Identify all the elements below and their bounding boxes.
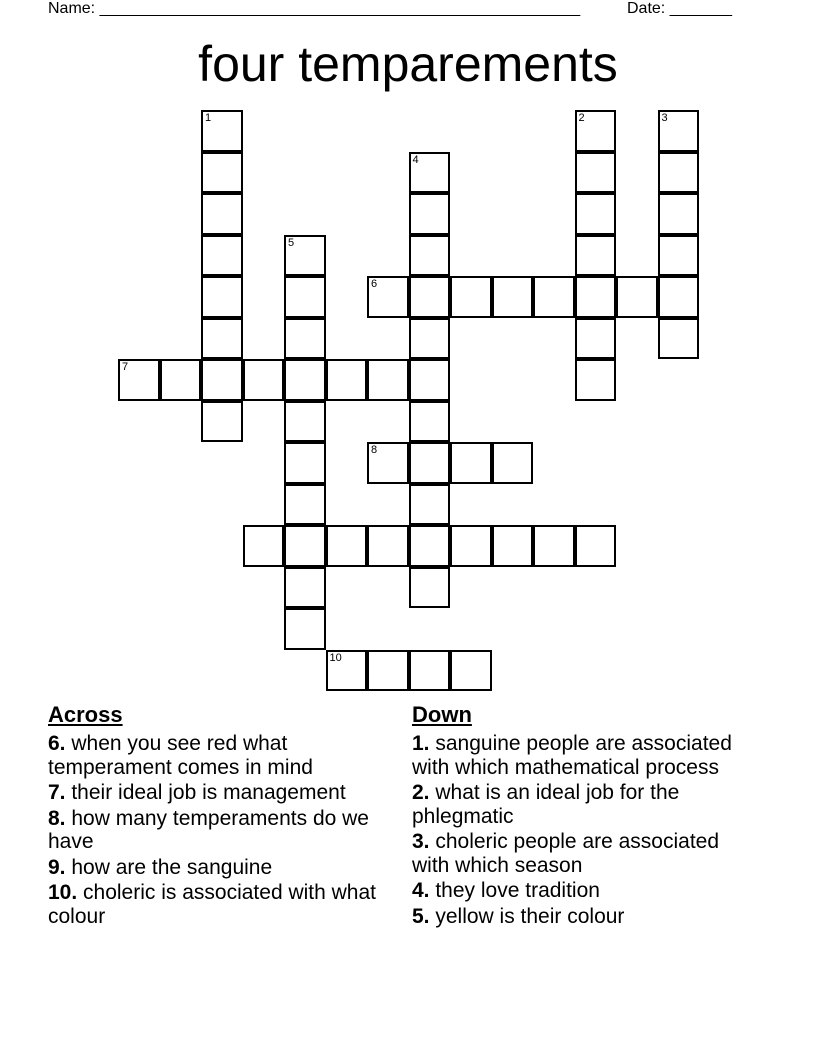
grid-cell[interactable]: [492, 442, 534, 484]
across-clue: [48, 856, 388, 880]
grid-cell[interactable]: [409, 401, 451, 443]
clue-number: 3.: [412, 830, 430, 853]
clue-text: their ideal job is management: [65, 781, 346, 804]
grid-cell[interactable]: [284, 235, 326, 277]
grid-cell[interactable]: [326, 359, 368, 401]
clue-number: 2.: [412, 781, 430, 804]
clue-text: how many temperaments do we have: [48, 806, 369, 853]
grid-cell[interactable]: [575, 318, 617, 360]
grid-cell[interactable]: [409, 152, 451, 194]
grid-cell[interactable]: [160, 359, 202, 401]
grid-cell[interactable]: [243, 359, 285, 401]
grid-cell[interactable]: [409, 567, 451, 609]
grid-cell[interactable]: [409, 359, 451, 401]
grid-cell[interactable]: [284, 567, 326, 609]
across-clue: [48, 732, 388, 779]
down-clue: [412, 830, 742, 877]
clue-number-label: 3: [661, 112, 668, 124]
grid-cell[interactable]: [409, 650, 451, 692]
grid-cell[interactable]: [575, 235, 617, 277]
grid-cell[interactable]: [533, 276, 575, 318]
grid-cell[interactable]: [533, 525, 575, 567]
date-field: Date: _______: [627, 0, 732, 17]
grid-cell[interactable]: [118, 359, 160, 401]
grid-cell[interactable]: [367, 650, 409, 692]
across-clue: [48, 781, 388, 805]
grid-cell[interactable]: [575, 152, 617, 194]
grid-cell[interactable]: [492, 525, 534, 567]
grid-cell[interactable]: [409, 442, 451, 484]
grid-cell[interactable]: [575, 110, 617, 152]
clue-number-label: 2: [578, 112, 585, 124]
grid-cell[interactable]: [492, 276, 534, 318]
clue-number: 1.: [412, 732, 430, 755]
clue-text: how are the sanguine: [65, 855, 273, 879]
clue-number-label: 6: [371, 278, 378, 290]
grid-cell[interactable]: [409, 525, 451, 567]
grid-cell[interactable]: [367, 359, 409, 401]
down-heading: Down: [412, 702, 472, 727]
grid-cell[interactable]: [409, 318, 451, 360]
grid-cell[interactable]: [367, 525, 409, 567]
grid-cell[interactable]: [326, 525, 368, 567]
clue-text: choleric is associated with what colour: [48, 881, 377, 928]
down-clue: [412, 905, 742, 929]
clue-number: 4.: [412, 879, 430, 902]
clue-number-label: 8: [371, 444, 378, 456]
grid-cell[interactable]: [658, 152, 700, 194]
clue-number-label: 5: [288, 236, 295, 249]
grid-cell[interactable]: [284, 276, 326, 318]
clue-number: 5.: [412, 904, 430, 928]
grid-cell[interactable]: [450, 276, 492, 318]
grid-cell[interactable]: [450, 442, 492, 484]
grid-cell[interactable]: [201, 359, 243, 401]
clue-number: 7.: [48, 781, 66, 804]
grid-cell[interactable]: [616, 276, 658, 318]
grid-cell[interactable]: [658, 276, 700, 318]
grid-cell[interactable]: [575, 359, 617, 401]
grid-cell[interactable]: [575, 276, 617, 318]
grid-cell[interactable]: [658, 193, 700, 235]
grid-cell[interactable]: [367, 442, 409, 484]
grid-cell[interactable]: [201, 276, 243, 318]
grid-cell[interactable]: [201, 235, 243, 277]
grid-cell[interactable]: [367, 276, 409, 318]
clue-number-label: 1: [205, 112, 212, 124]
grid-cell[interactable]: [201, 110, 243, 152]
grid-cell[interactable]: [201, 401, 243, 443]
grid-cell[interactable]: [658, 110, 700, 152]
grid-cell[interactable]: [284, 401, 326, 443]
clue-text: what is an ideal job for the phlegmatic: [412, 781, 680, 828]
grid-cell[interactable]: [575, 193, 617, 235]
grid-cell[interactable]: [201, 318, 243, 360]
grid-cell[interactable]: [326, 650, 368, 692]
down-clue: [412, 781, 742, 828]
grid-cell[interactable]: [409, 484, 451, 526]
grid-cell[interactable]: [284, 318, 326, 360]
grid-cell[interactable]: [201, 152, 243, 194]
clue-number: 10.: [48, 881, 78, 904]
clue-text: when you see red what temperament comes in mind: [48, 732, 313, 779]
clue-text: choleric people are associated with which season: [412, 830, 720, 877]
across-clues: [48, 701, 388, 930]
grid-cell[interactable]: [409, 276, 451, 318]
grid-cell[interactable]: [284, 484, 326, 526]
grid-cell[interactable]: [450, 650, 492, 692]
clue-text: yellow is their colour: [429, 904, 625, 928]
clue-text: they love tradition: [429, 879, 600, 902]
clue-number-label: 7: [122, 361, 129, 373]
clue-number: 9.: [48, 855, 66, 879]
grid-cell[interactable]: [284, 608, 326, 650]
down-clues: [412, 701, 742, 930]
grid-cell[interactable]: [201, 193, 243, 235]
grid-cell[interactable]: [450, 525, 492, 567]
clue-number: 6.: [48, 732, 66, 755]
grid-cell[interactable]: [409, 193, 451, 235]
clue-text: sanguine people are associated with which mathematical process: [412, 732, 732, 779]
grid-cell[interactable]: [284, 359, 326, 401]
down-clue: [412, 879, 742, 903]
grid-cell[interactable]: [409, 235, 451, 277]
grid-cell[interactable]: [284, 525, 326, 567]
across-clue: [48, 881, 388, 928]
grid-cell[interactable]: [284, 442, 326, 484]
name-field: Name: ______________________________________________________: [48, 0, 581, 17]
across-heading: Across: [48, 702, 123, 727]
across-clue: [48, 807, 388, 854]
grid-cell[interactable]: [658, 235, 700, 277]
puzzle-title: four temparements: [198, 36, 618, 92]
grid-cell[interactable]: [658, 318, 700, 360]
clue-number: 8.: [48, 806, 66, 830]
clue-number-label: 10: [329, 651, 342, 664]
grid-cell[interactable]: [243, 525, 285, 567]
grid-cell[interactable]: [575, 525, 617, 567]
down-clue: [412, 732, 742, 779]
clue-number-label: 4: [412, 153, 419, 166]
